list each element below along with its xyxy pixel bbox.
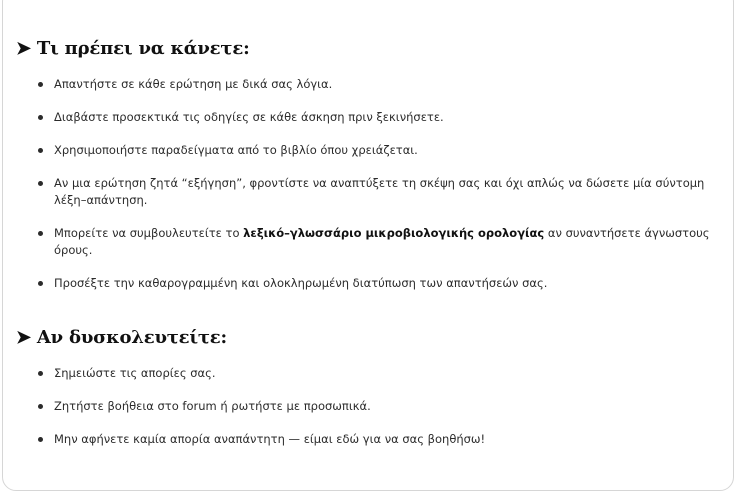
bullet-icon: [38, 82, 43, 87]
section-title-text: Τι πρέπει να κάνετε:: [36, 38, 250, 59]
list-item-text: Απαντήστε σε κάθε ερώτηση με δικά σας λόγια.: [54, 77, 333, 91]
list-item-text: Προσέξτε την καθαρογραμμένη και ολοκληρωμένη διατύπωση των απαντήσεών σας.: [54, 276, 548, 290]
list-item: [37, 275, 715, 292]
bullet-icon: [38, 148, 43, 153]
glossary-reference: λεξικό–γλωσσάριο μικροβιολογικής ορολογίας: [243, 226, 545, 240]
list-item-text-before: Μπορείτε να συμβουλευτείτε το: [54, 226, 244, 240]
list-item: [37, 431, 715, 448]
list-item: [37, 142, 715, 159]
list-item: [37, 225, 715, 259]
list-item: [37, 109, 715, 126]
list-item-text: Ζητήστε βοήθεια στο forum ή ρωτήστε με προσωπικά.: [54, 399, 371, 413]
list-item-text: Σημειώστε τις απορίες σας.: [54, 366, 216, 380]
bullet-icon: [38, 404, 43, 409]
bullet-icon: [38, 181, 43, 186]
list-item: [37, 76, 715, 93]
section-title-what-to-do: [16, 38, 250, 59]
bullet-icon: [38, 437, 43, 442]
if-struggling-list: [37, 365, 715, 448]
list-item: [37, 398, 715, 415]
arrow-icon: ➤: [16, 38, 31, 59]
section-title-if-struggling: [16, 327, 227, 348]
list-item-text: Διαβάστε προσεκτικά τις οδηγίες σε κάθε άσκηση πριν ξεκινήσετε.: [54, 110, 444, 124]
list-item: [37, 365, 715, 382]
list-item-text-after: αν συναντήσετε άγνωστους όρους.: [54, 226, 710, 257]
bullet-icon: [38, 371, 43, 376]
what-to-do-list: [37, 76, 715, 292]
list-item-text: Αν μια ερώτηση ζητά “εξήγηση”, φροντίστε να αναπτύξετε τη σκέψη σας και όχι απλώς να δώσετε μία σύντομη λέξη–απάντηση.: [54, 176, 705, 207]
bullet-icon: [38, 115, 43, 120]
bullet-icon: [38, 281, 43, 286]
list-item-text: Μην αφήνετε καμία απορία αναπάντητη — είμαι εδώ για να σας βοηθήσω!: [54, 432, 486, 446]
section-title-text: Αν δυσκολευτείτε:: [36, 327, 227, 348]
list-item: [37, 175, 715, 209]
bullet-icon: [38, 231, 43, 236]
list-item-text: Χρησιμοποιήστε παραδείγματα από το βιβλίο όπου χρειάζεται.: [54, 143, 418, 157]
arrow-icon: ➤: [16, 327, 31, 348]
